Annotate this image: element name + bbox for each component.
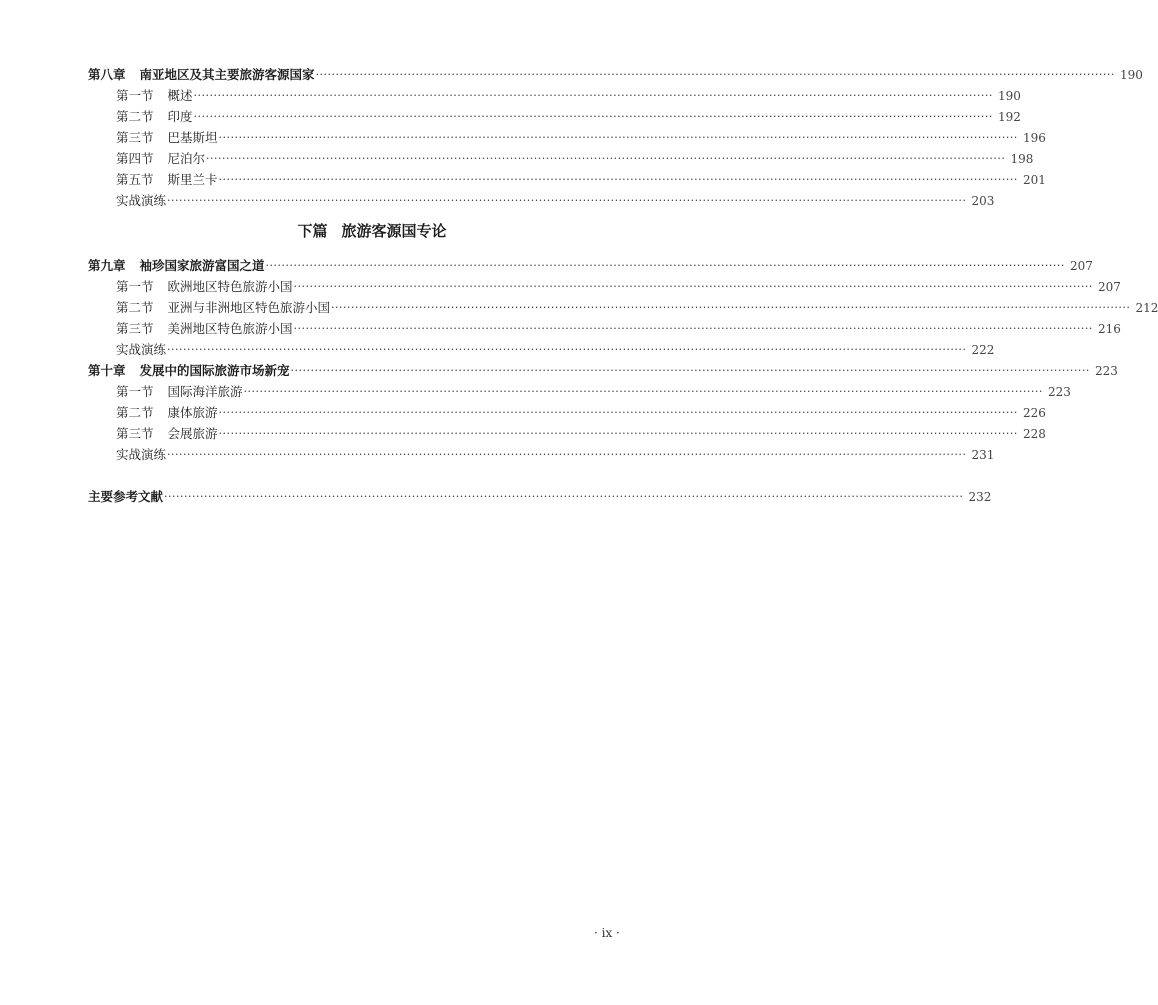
page-number: 226 bbox=[1022, 406, 1046, 420]
dot-leader: ········································································································································································································ bbox=[206, 152, 1006, 165]
page-number: 231 bbox=[971, 448, 995, 462]
section-number: 第三节 bbox=[116, 426, 154, 441]
section-number: 第三节 bbox=[116, 130, 154, 145]
toc-section[interactable] bbox=[88, 423, 1046, 444]
dot-leader: ········································································································································································································ bbox=[315, 68, 1115, 81]
page-number: 190 bbox=[997, 89, 1021, 103]
dot-leader: ········································································································································································································ bbox=[193, 89, 993, 102]
practice-title: 实战演练 bbox=[116, 342, 167, 357]
page-number: 223 bbox=[1094, 364, 1118, 378]
section-label bbox=[116, 169, 218, 190]
dot-leader: ········································································································································································································ bbox=[218, 427, 1018, 440]
toc-practice[interactable] bbox=[88, 339, 995, 360]
section-title: 斯里兰卡 bbox=[167, 172, 218, 187]
section-title: 欧洲地区特色旅游小国 bbox=[167, 279, 293, 294]
dot-leader: ········································································································································································································ bbox=[167, 448, 967, 461]
section-label bbox=[116, 381, 243, 402]
chapter-title: 袖珍国家旅游富国之道 bbox=[139, 258, 265, 273]
section-title: 美洲地区特色旅游小国 bbox=[167, 321, 293, 336]
dot-leader: ········································································································································································································ bbox=[243, 385, 1043, 398]
section-number: 第四节 bbox=[116, 151, 154, 166]
section-title: 印度 bbox=[167, 109, 193, 124]
page-number: 207 bbox=[1097, 280, 1121, 294]
section-title: 会展旅游 bbox=[167, 426, 218, 441]
page-number: 223 bbox=[1047, 385, 1071, 399]
dot-leader: ········································································································································································································ bbox=[331, 301, 1131, 314]
section-label bbox=[116, 423, 218, 444]
page-number: 190 bbox=[1119, 68, 1143, 82]
section-label bbox=[116, 85, 193, 106]
page-number: 192 bbox=[997, 110, 1021, 124]
dot-leader: ········································································································································································································ bbox=[265, 259, 1065, 272]
section-title: 巴基斯坦 bbox=[167, 130, 218, 145]
toc-practice[interactable] bbox=[88, 190, 995, 211]
section-label bbox=[116, 148, 205, 169]
table-of-contents bbox=[88, 64, 1158, 507]
dot-leader: ········································································································································································································ bbox=[218, 173, 1018, 186]
section-label bbox=[116, 106, 193, 127]
toc-section[interactable] bbox=[88, 169, 1046, 190]
chapter-number: 第八章 bbox=[88, 67, 126, 82]
toc-section[interactable] bbox=[88, 85, 1021, 106]
dot-leader: ········································································································································································································ bbox=[218, 406, 1018, 419]
page-number: 198 bbox=[1010, 152, 1034, 166]
chapter-title: 发展中的国际旅游市场新宠 bbox=[139, 363, 290, 378]
dot-leader: ········································································································································································································ bbox=[167, 343, 967, 356]
toc-references[interactable] bbox=[88, 486, 992, 507]
section-title: 亚洲与非洲地区特色旅游小国 bbox=[167, 300, 331, 315]
section-number: 第一节 bbox=[116, 88, 154, 103]
section-number: 第五节 bbox=[116, 172, 154, 187]
toc-chapter-10[interactable] bbox=[88, 360, 1118, 381]
chapter-number: 第九章 bbox=[88, 258, 126, 273]
page-number: 212 bbox=[1135, 301, 1158, 315]
section-title: 概述 bbox=[167, 88, 193, 103]
page-number: 196 bbox=[1022, 131, 1046, 145]
page-number: 207 bbox=[1069, 259, 1093, 273]
page-number: 232 bbox=[968, 490, 992, 504]
dot-leader: ········································································································································································································ bbox=[293, 280, 1093, 293]
page-number: 203 bbox=[971, 194, 995, 208]
spacer bbox=[88, 465, 646, 486]
section-number: 第二节 bbox=[116, 109, 154, 124]
page-number: 228 bbox=[1022, 427, 1046, 441]
page-number: 201 bbox=[1022, 173, 1046, 187]
references-title: 主要参考文献 bbox=[88, 489, 164, 504]
chapter-label bbox=[88, 64, 315, 85]
part-number: 下篇 bbox=[297, 222, 328, 240]
toc-section[interactable] bbox=[88, 106, 1021, 127]
toc-chapter-9[interactable] bbox=[88, 255, 1093, 276]
section-number: 第二节 bbox=[116, 405, 154, 420]
part-title: 旅游客源国专论 bbox=[341, 222, 447, 240]
section-title: 国际海洋旅游 bbox=[167, 384, 243, 399]
toc-section[interactable] bbox=[88, 402, 1046, 423]
toc-section[interactable] bbox=[88, 318, 1121, 339]
toc-section[interactable] bbox=[88, 127, 1046, 148]
dot-leader: ········································································································································································································ bbox=[218, 131, 1018, 144]
section-number: 第二节 bbox=[116, 300, 154, 315]
toc-practice[interactable] bbox=[88, 444, 995, 465]
section-label bbox=[116, 127, 218, 148]
toc-section[interactable] bbox=[88, 148, 1034, 169]
dot-leader: ········································································································································································································ bbox=[167, 194, 967, 207]
chapter-number: 第十章 bbox=[88, 363, 126, 378]
toc-section[interactable] bbox=[88, 381, 1071, 402]
chapter-label bbox=[88, 360, 290, 381]
section-title: 尼泊尔 bbox=[167, 151, 206, 166]
page-number: 216 bbox=[1097, 322, 1121, 336]
page-footer-number: · ix · bbox=[594, 926, 620, 940]
section-label bbox=[116, 297, 330, 318]
section-number: 第三节 bbox=[116, 321, 154, 336]
chapter-label bbox=[88, 255, 265, 276]
toc-chapter-8[interactable] bbox=[88, 64, 1143, 85]
dot-leader: ········································································································································································································ bbox=[293, 322, 1093, 335]
practice-title: 实战演练 bbox=[116, 447, 167, 462]
toc-section[interactable] bbox=[88, 276, 1121, 297]
section-label bbox=[116, 318, 293, 339]
section-number: 第一节 bbox=[116, 384, 154, 399]
page-number: 222 bbox=[971, 343, 995, 357]
dot-leader: ········································································································································································································ bbox=[290, 364, 1090, 377]
section-number: 第一节 bbox=[116, 279, 154, 294]
toc-section[interactable] bbox=[88, 297, 1158, 318]
dot-leader: ········································································································································································································ bbox=[193, 110, 993, 123]
section-label bbox=[116, 402, 218, 423]
part-heading bbox=[88, 211, 646, 255]
practice-title: 实战演练 bbox=[116, 193, 167, 208]
dot-leader: ········································································································································································································ bbox=[164, 490, 964, 503]
section-label bbox=[116, 276, 293, 297]
chapter-title: 南亚地区及其主要旅游客源国家 bbox=[139, 67, 315, 82]
section-title: 康体旅游 bbox=[167, 405, 218, 420]
